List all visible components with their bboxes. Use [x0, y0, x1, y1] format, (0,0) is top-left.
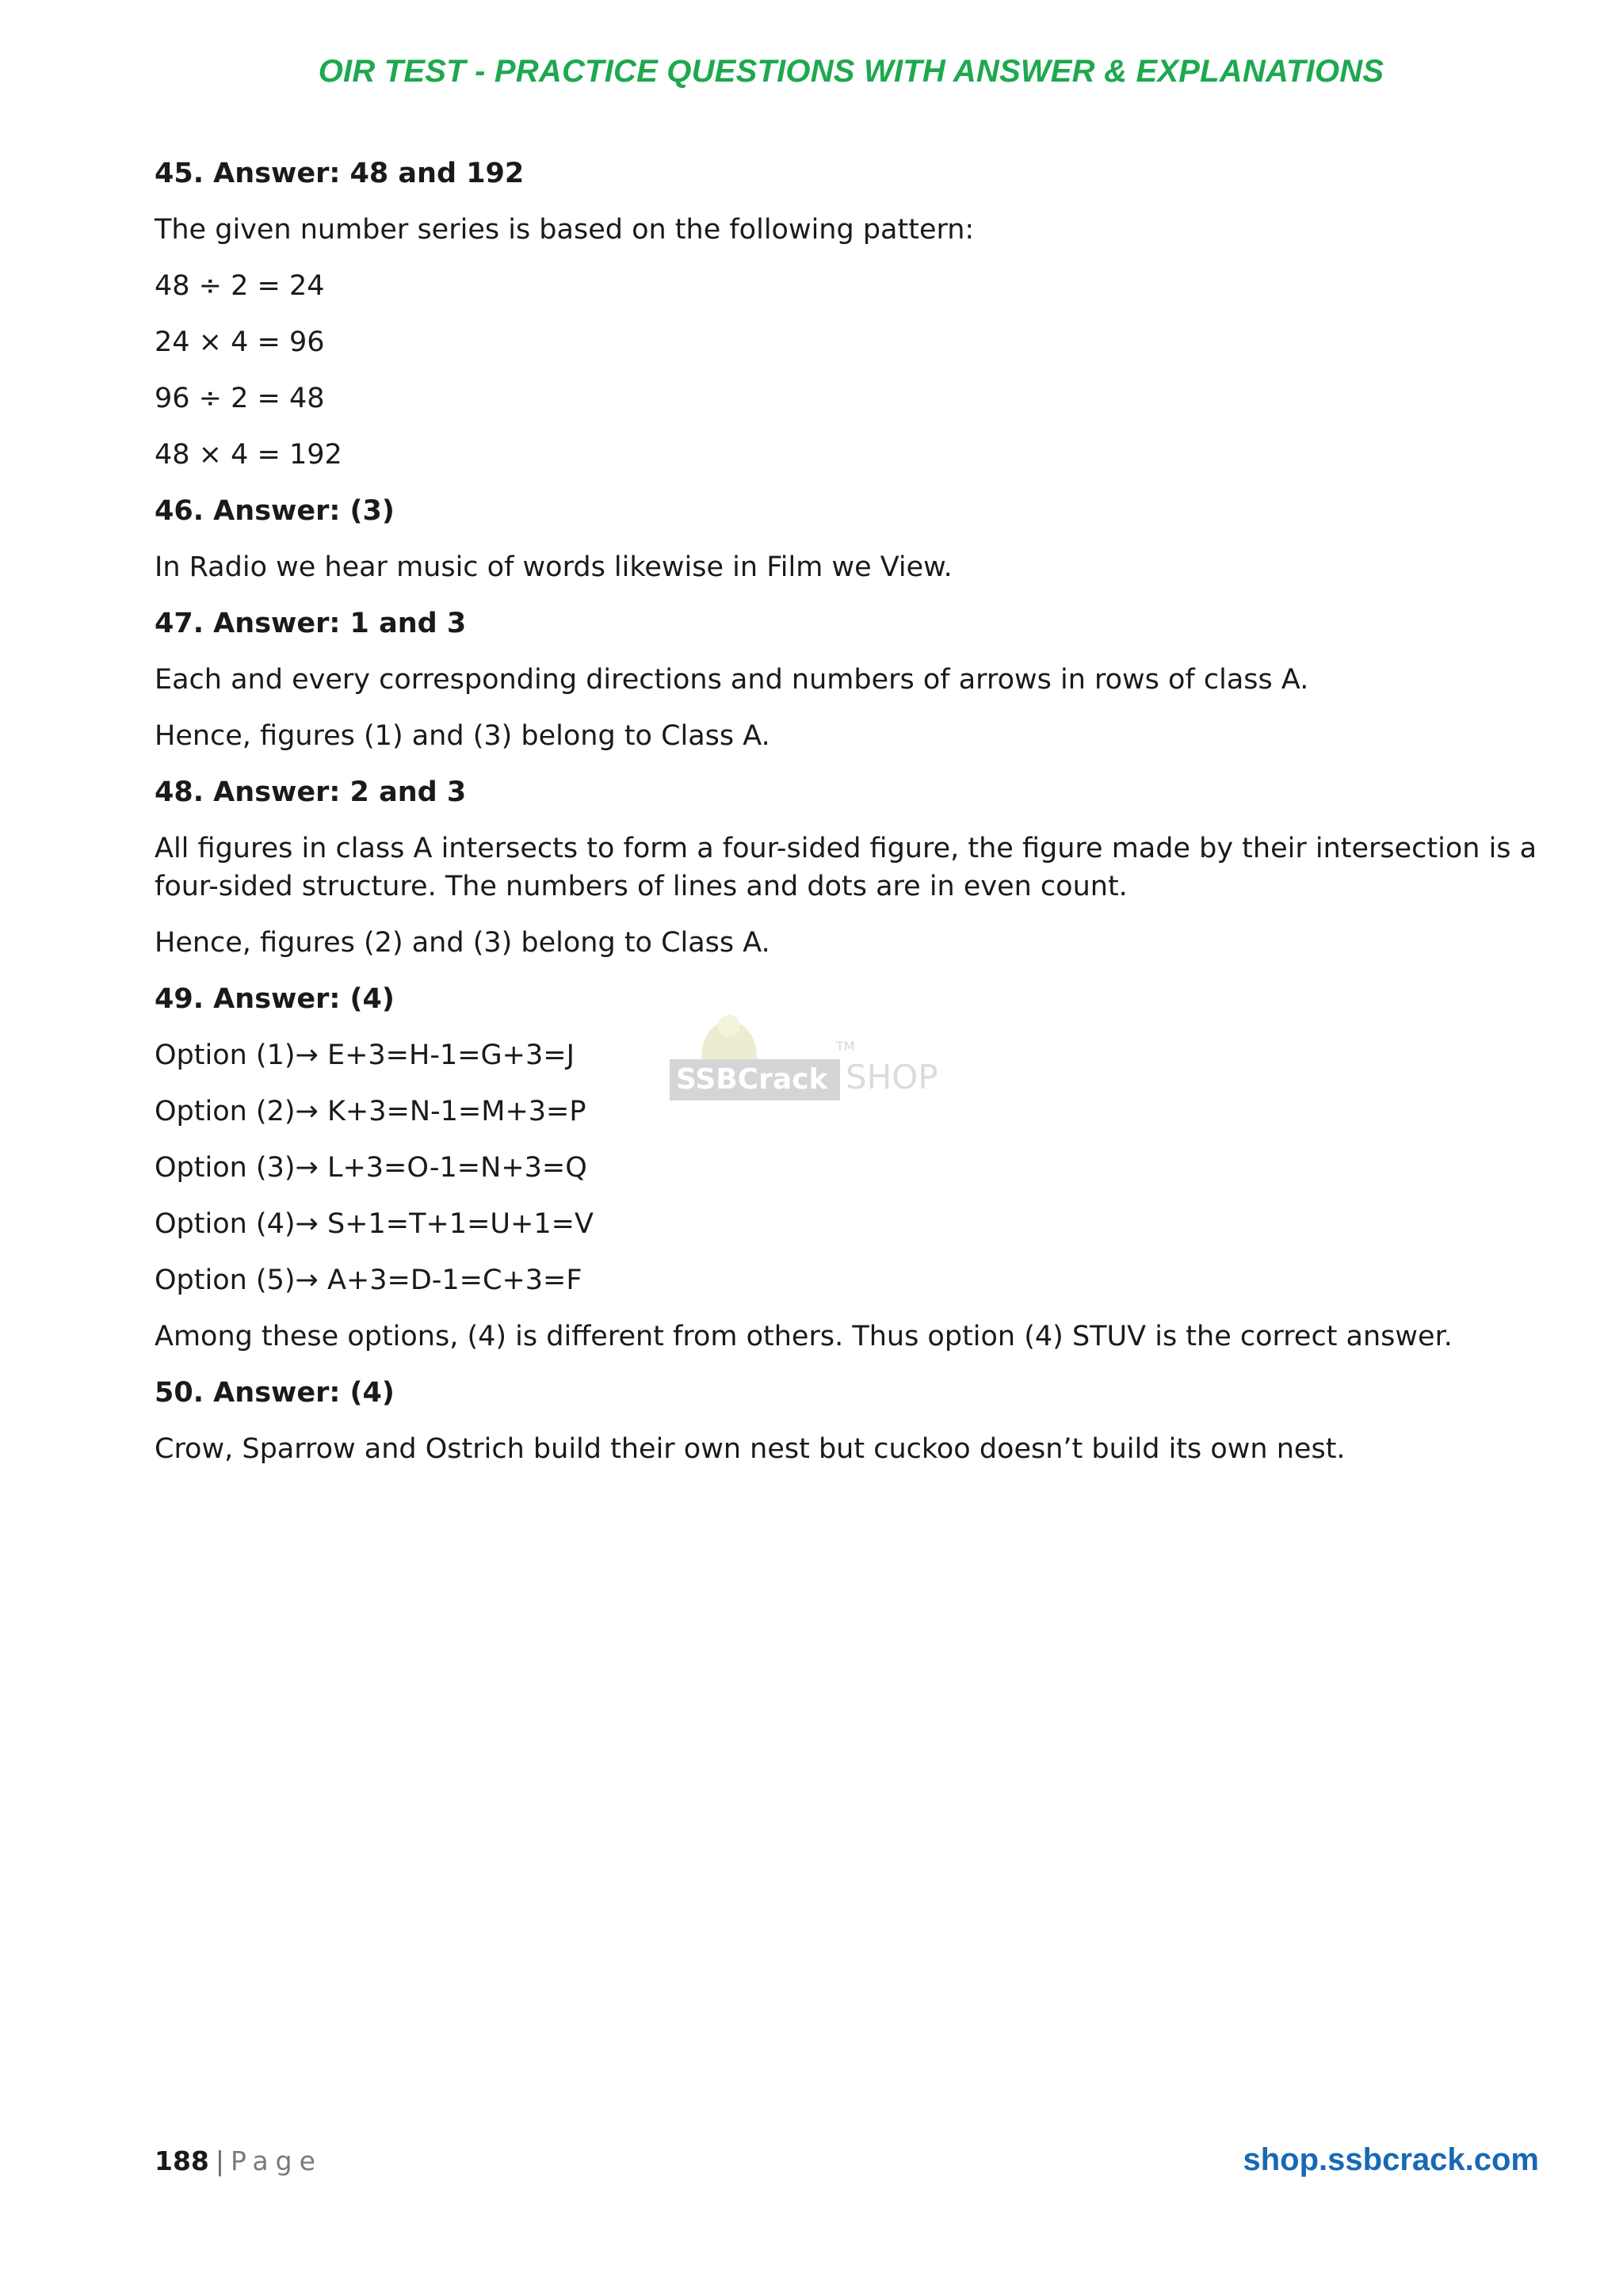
answer-45-line: 96 ÷ 2 = 48 [155, 383, 325, 414]
footer-separator: | [215, 2145, 225, 2176]
answer-49-option: Option (2)→ K+3=N-1=M+3=P [155, 1096, 586, 1127]
answer-50-title: 50. Answer: (4) [155, 1377, 395, 1409]
answer-46-line: In Radio we hear music of words likewise in Film we View. [155, 551, 953, 583]
page-number: 188 [155, 2145, 209, 2176]
answer-46-title: 46. Answer: (3) [155, 495, 395, 527]
answer-50-line: Crow, Sparrow and Ostrich build their own nest but cuckoo doesn’t build its own nest. [155, 1433, 1346, 1465]
answer-48-line: Hence, figures (2) and (3) belong to Class A. [155, 927, 770, 959]
page-header-title: OIR TEST - PRACTICE QUESTIONS WITH ANSWER & EXPLANATIONS [318, 54, 1384, 89]
answer-45-line: 48 × 4 = 192 [155, 439, 342, 471]
answer-49-option: Option (3)→ L+3=O-1=N+3=Q [155, 1152, 587, 1184]
answer-45-title: 45. Answer: 48 and 192 [155, 158, 525, 189]
page-label: Page [231, 2145, 323, 2176]
answer-48-line: All figures in class A intersects to form a four-sided figure, the figure made by their intersection is a four-sided structure. The numbers of lines and dots are in even count. [155, 833, 1537, 902]
answer-49-title: 49. Answer: (4) [155, 983, 395, 1015]
answer-49-option: Option (5)→ A+3=D-1=C+3=F [155, 1264, 582, 1296]
answer-49-option: Option (1)→ E+3=H-1=G+3=J [155, 1039, 575, 1071]
answer-45-line: 24 × 4 = 96 [155, 326, 325, 358]
ssbcrack-shop-watermark [670, 1010, 955, 1113]
answer-47-title: 47. Answer: 1 and 3 [155, 608, 467, 639]
page-footer-number [155, 2145, 323, 2176]
answer-47-line: Hence, figures (1) and (3) belong to Class A. [155, 720, 770, 752]
answer-49-option: Option (4)→ S+1=T+1=U+1=V [155, 1208, 594, 1240]
watermark-tm: TM [836, 1039, 855, 1054]
answer-45-line: 48 ÷ 2 = 24 [155, 270, 325, 302]
answer-48-title: 48. Answer: 2 and 3 [155, 776, 467, 808]
answer-47-line: Each and every corresponding directions and numbers of arrows in rows of class A. [155, 664, 1309, 696]
footer-site-link[interactable]: shop.ssbcrack.com [1243, 2142, 1539, 2177]
watermark-shop: SHOP [846, 1058, 938, 1097]
answers-content [155, 154, 1549, 1486]
watermark-brand: SSBCrack [670, 1059, 840, 1100]
answer-49-line: Among these options, (4) is different from others. Thus option (4) STUV is the correct answer. [155, 1321, 1453, 1352]
answer-45-line: The given number series is based on the following pattern: [155, 214, 975, 246]
bulb-icon [693, 1010, 765, 1059]
